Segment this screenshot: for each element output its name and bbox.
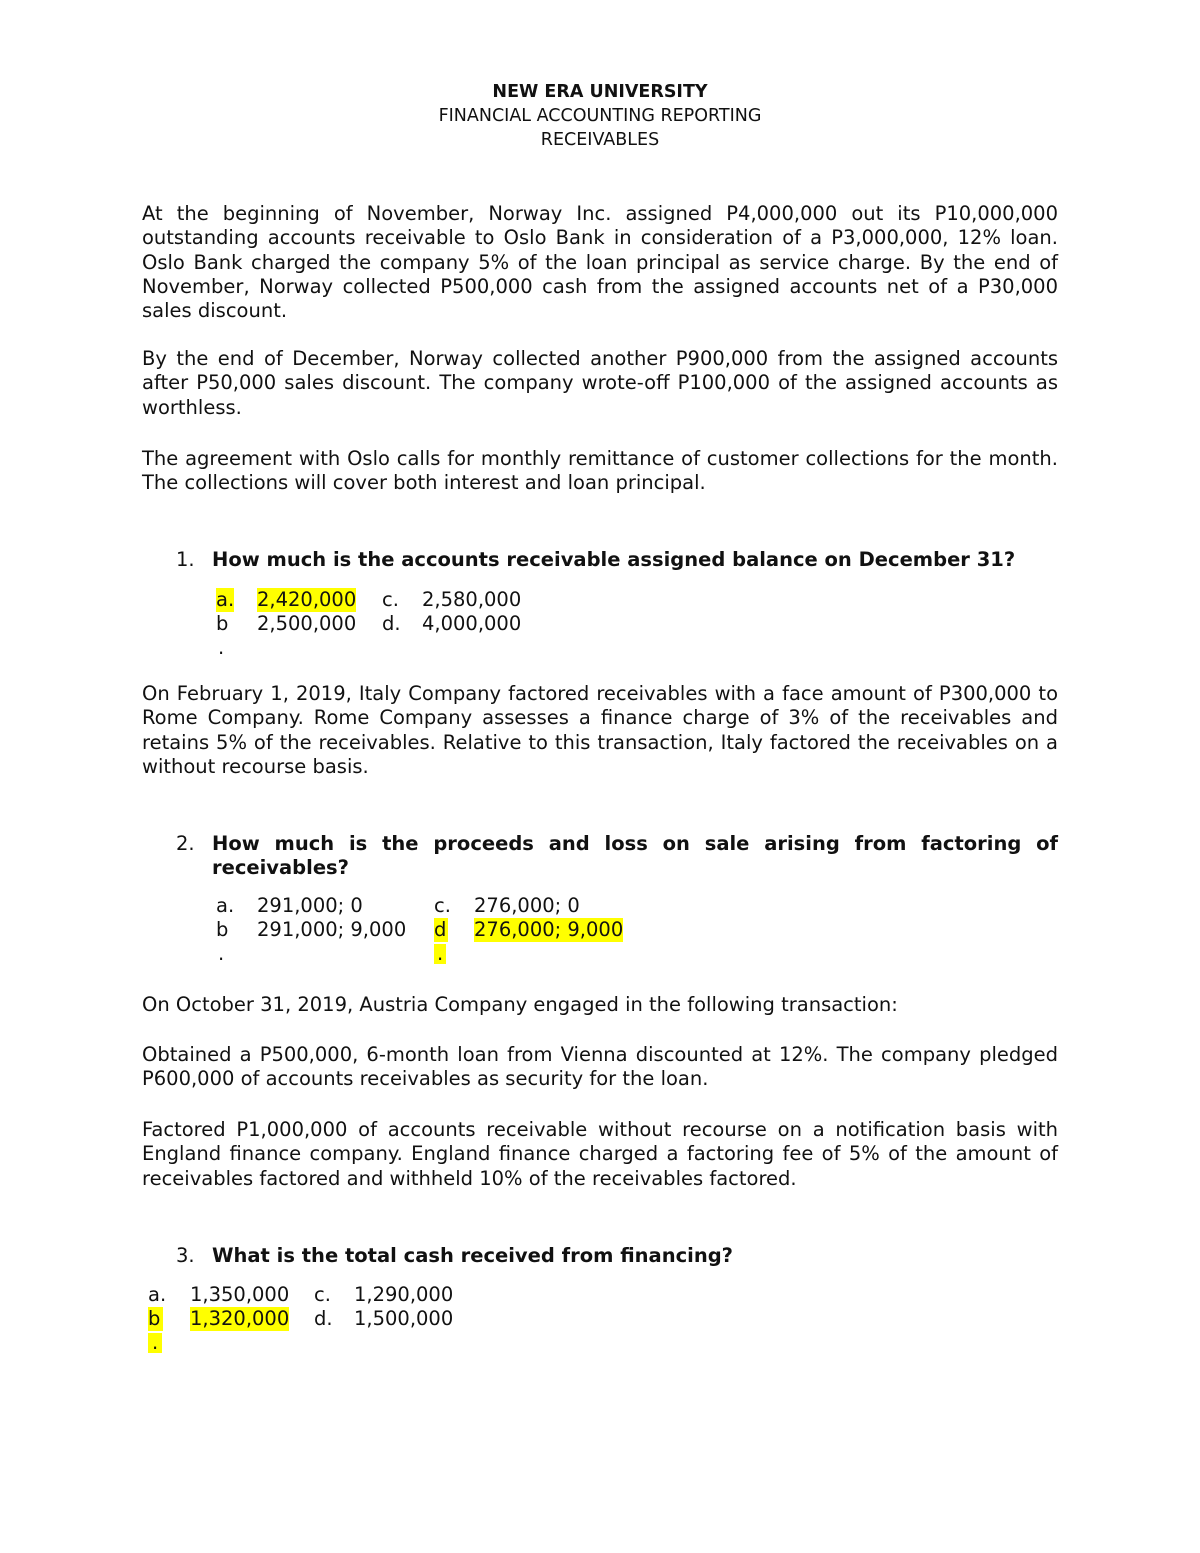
- paragraph-england-factoring: Factored P1,000,000 of accounts receivable without recourse on a notification basis with England finance company. England finance charged a factoring fee of 5% of the amount of receivables factored and withheld 10% of the receivables factored.: [142, 1118, 1058, 1190]
- option-c-letter: c.: [434, 894, 451, 917]
- option-c-letter: c.: [382, 588, 399, 611]
- option-c-value: 1,290,000: [354, 1283, 454, 1306]
- option-d-letter: d: [434, 918, 447, 941]
- option-b-value: 291,000; 9,000: [257, 918, 407, 941]
- paragraph-norway-assignment: At the beginning of November, Norway Inc. assigned P4,000,000 out its P10,000,000 outstanding accounts receivable to Oslo Bank in consideration of a P3,000,000, 12% loan. Oslo Bank charged the company 5% of the loan principal as service charge. By the end of November, Norway collected P500,000 cash from the assigned accounts net of a P30,000 sales discount.: [142, 202, 1058, 323]
- paragraph-italy-factoring: On February 1, 2019, Italy Company factored receivables with a face amount of P300,000 to Rome Company. Rome Company assesses a finance charge of 3% of the receivables and retains 5% of the receivables. Relative to this transaction, Italy factored the receivables on a without recourse basis.: [142, 682, 1058, 778]
- option-d-value: 1,500,000: [354, 1307, 454, 1330]
- question-number: 2.: [176, 832, 195, 855]
- option-b-letter: b: [216, 612, 229, 635]
- option-d-dot: .: [434, 944, 446, 964]
- topic-title: RECEIVABLES: [540, 130, 660, 150]
- university-title: NEW ERA UNIVERSITY: [492, 82, 708, 102]
- option-d-value: 4,000,000: [422, 612, 522, 635]
- paragraph-oslo-agreement: The agreement with Oslo calls for monthly remittance of customer collections for the month. The collections will cover both interest and loan principal.: [142, 447, 1058, 495]
- question-text: What is the total cash received from financing?: [212, 1244, 733, 1267]
- question-3: [176, 1244, 733, 1268]
- option-b-value: 2,500,000: [257, 612, 357, 635]
- option-d-letter: d.: [382, 612, 401, 635]
- option-a-value: 1,350,000: [190, 1283, 290, 1306]
- option-b-letter: b: [148, 1307, 163, 1331]
- option-a-letter: a.: [216, 588, 235, 611]
- course-title: FINANCIAL ACCOUNTING REPORTING: [438, 106, 762, 126]
- paragraph-vienna-loan: Obtained a P500,000, 6-month loan from Vienna discounted at 12%. The company pledged P600,000 of accounts receivables as security for the loan.: [142, 1043, 1058, 1091]
- paragraph-december-collections: By the end of December, Norway collected another P900,000 from the assigned accounts after P50,000 sales discount. The company wrote-off P100,000 of the assigned accounts as worthless.: [142, 347, 1058, 419]
- option-d-letter: d.: [314, 1307, 333, 1330]
- option-a-letter: a.: [216, 894, 235, 917]
- question-text-line1: How much is the proceeds and loss on sale arising from factoring of: [212, 832, 1058, 855]
- option-c-value: 276,000; 0: [474, 894, 580, 917]
- option-b-dot: .: [148, 1333, 162, 1353]
- question-1: [176, 548, 1015, 572]
- option-c-letter: c.: [314, 1283, 331, 1306]
- option-b-dot: .: [218, 636, 225, 659]
- option-b-dot: .: [218, 942, 225, 965]
- option-c-value: 2,580,000: [422, 588, 522, 611]
- question-2: [176, 832, 1058, 880]
- question-number: 1.: [176, 548, 195, 571]
- option-a-letter: a.: [148, 1283, 167, 1306]
- option-a-value: 2,420,000: [257, 588, 357, 611]
- question-number: 3.: [176, 1244, 195, 1267]
- option-b-letter: b: [216, 918, 229, 941]
- question-text-line2: receivables?: [212, 856, 349, 879]
- paragraph-austria-transaction: On October 31, 2019, Austria Company engaged in the following transaction:: [142, 993, 898, 1016]
- option-d-value: 276,000; 9,000: [474, 918, 624, 941]
- option-a-value: 291,000; 0: [257, 894, 363, 917]
- option-b-value: 1,320,000: [190, 1307, 290, 1330]
- question-text: How much is the accounts receivable assigned balance on December 31?: [212, 548, 1016, 571]
